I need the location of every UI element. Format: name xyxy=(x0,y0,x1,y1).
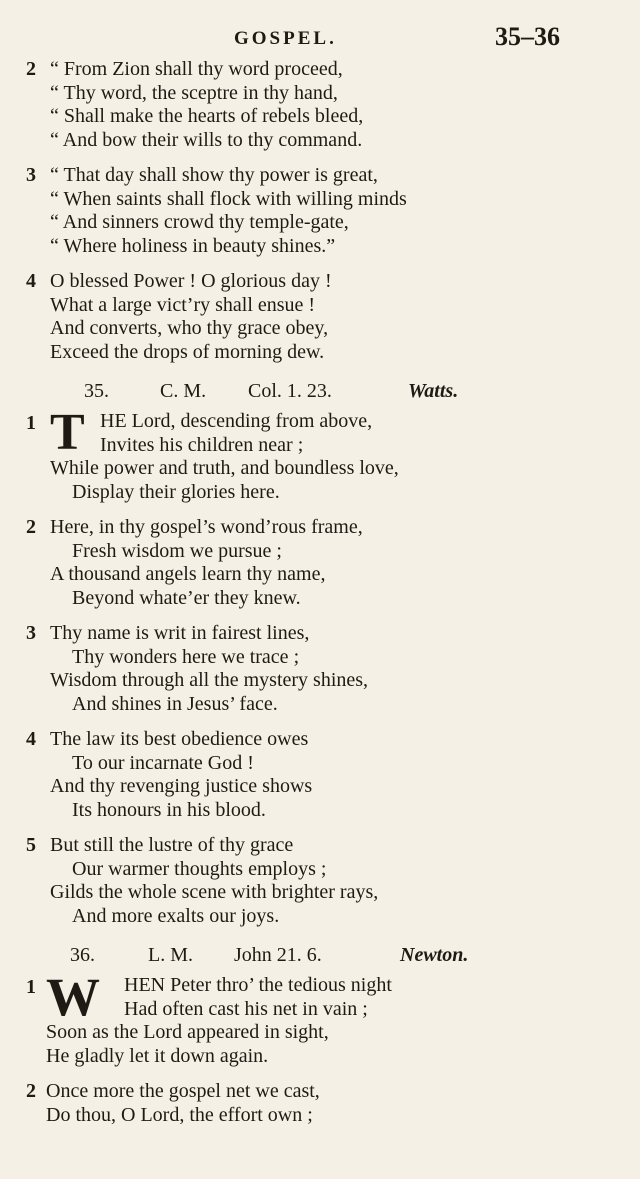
scripture-reference: Col. 1. 23. xyxy=(248,380,332,402)
verse-line: Thy wonders here we trace ; xyxy=(72,645,300,668)
verse-line: HE Lord, descending from above, xyxy=(100,410,373,432)
verse-line: What a large vict’ry shall ensue ! xyxy=(50,293,316,316)
stanza xyxy=(0,270,640,364)
scripture-reference: John 21. 6. xyxy=(234,944,322,966)
verse-line: Our warmer thoughts employs ; xyxy=(72,857,327,880)
drop-cap: T xyxy=(50,404,85,461)
verse-line: Soon as the Lord appeared in sight, xyxy=(46,1021,329,1043)
verse-line: Gilds the whole scene with brighter rays, xyxy=(50,881,379,903)
page-header xyxy=(0,22,640,52)
verse-line: Fresh wisdom we pursue ; xyxy=(72,539,282,562)
stanza xyxy=(0,164,640,258)
stanza xyxy=(0,622,640,716)
stanza-number: 4 xyxy=(26,270,36,292)
verse-line: “ Shall make the hearts of rebels bleed, xyxy=(50,105,364,127)
verse-line: Had often cast his net in vain ; xyxy=(124,997,368,1020)
verse-line: Beyond whate’er they knew. xyxy=(72,586,301,609)
verse-line: “ Thy word, the sceptre in thy hand, xyxy=(50,81,338,104)
stanza xyxy=(0,967,640,1068)
stanza-number: 1 xyxy=(26,976,36,998)
verse-line: “ Where holiness in beauty shines.” xyxy=(50,234,336,257)
verse-line: “ And bow their wills to thy command. xyxy=(50,128,363,151)
verse-line: And shines in Jesus’ face. xyxy=(72,692,278,715)
verse-line: To our incarnate God ! xyxy=(72,751,254,774)
verse-line: “ That day shall show thy power is great, xyxy=(50,164,378,186)
stanza xyxy=(0,1080,640,1127)
hymn-number: 35. xyxy=(84,380,109,402)
stanza xyxy=(0,404,640,504)
verse-line: Do thou, O Lord, the effort own ; xyxy=(46,1103,313,1126)
page-number: 35–36 xyxy=(495,22,560,51)
stanza-number: 2 xyxy=(26,516,36,538)
stanza-number: 5 xyxy=(26,834,36,856)
verse-line: “ From Zion shall thy word proceed, xyxy=(50,58,343,80)
hymn-number: 36. xyxy=(70,944,95,966)
verse-line: Its honours in his blood. xyxy=(72,798,266,821)
verse-line: Wisdom through all the mystery shines, xyxy=(50,669,369,691)
stanza xyxy=(0,58,640,152)
stanza-number: 4 xyxy=(26,728,36,750)
hymn-meter: C. M. xyxy=(160,380,207,402)
verse-line: O blessed Power ! O glorious day ! xyxy=(50,270,332,292)
drop-cap: W xyxy=(46,967,100,1027)
verse-line: But still the lustre of thy grace xyxy=(50,834,294,856)
hymn-author: Watts. xyxy=(408,380,459,402)
stanza-number: 2 xyxy=(26,1080,36,1102)
verse-line: He gladly let it down again. xyxy=(46,1044,269,1067)
verse-line: And converts, who thy grace obey, xyxy=(50,317,329,339)
running-title: GOSPEL. xyxy=(234,28,337,49)
stanza-number: 2 xyxy=(26,58,36,80)
verse-line: Invites his children near ; xyxy=(100,433,304,456)
verse-line: “ When saints shall flock with willing minds xyxy=(50,187,407,210)
hymn-author: Newton. xyxy=(400,944,469,966)
verse-line: And more exalts our joys. xyxy=(72,904,280,927)
page-body xyxy=(0,58,640,1139)
hymn-header xyxy=(0,376,640,410)
stanza xyxy=(0,834,640,928)
verse-line: A thousand angels learn thy name, xyxy=(50,563,326,585)
verse-line: Exceed the drops of morning dew. xyxy=(50,340,325,363)
stanza-number: 3 xyxy=(26,622,36,644)
stanza xyxy=(0,728,640,822)
verse-line: And thy revenging justice shows xyxy=(50,775,313,797)
verse-line: Here, in thy gospel’s wond’rous frame, xyxy=(50,516,363,538)
stanza-number: 1 xyxy=(26,412,36,434)
verse-line: Thy name is writ in fairest lines, xyxy=(50,622,310,644)
verse-line: HEN Peter thro’ the tedious night xyxy=(124,974,392,996)
verse-line: Display their glories here. xyxy=(72,480,280,503)
verse-line: “ And sinners crowd thy temple-gate, xyxy=(50,211,349,233)
stanza-number: 3 xyxy=(26,164,36,186)
verse-line: While power and truth, and boundless love, xyxy=(50,457,399,479)
verse-line: Once more the gospel net we cast, xyxy=(46,1080,320,1102)
verse-line: The law its best obedience owes xyxy=(50,728,309,750)
hymn-meter: L. M. xyxy=(148,944,193,966)
stanza xyxy=(0,516,640,610)
